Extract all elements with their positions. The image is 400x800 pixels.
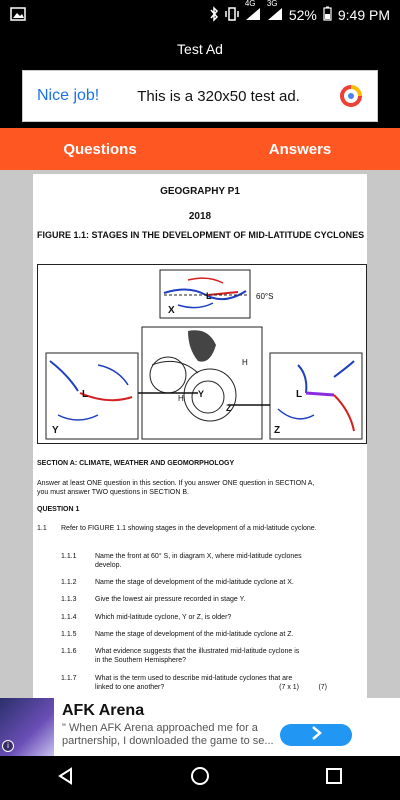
label-x: X <box>168 305 175 316</box>
document-viewer[interactable] <box>0 170 400 698</box>
label-y-centre: Y <box>198 389 205 399</box>
vibrate-icon <box>225 6 239 25</box>
test-ad-label: Test Ad <box>170 40 230 58</box>
ad-description: " When AFK Arena approached me for a partnership, I downloaded the game to se... <box>62 722 274 747</box>
signal-4g-icon: 4G <box>245 7 261 23</box>
ad-nice-text: Nice job! <box>37 87 100 104</box>
question-heading: QUESTION 1 <box>37 506 80 513</box>
label-z-centre: Z <box>226 403 232 413</box>
label-h-centre: H <box>178 394 184 403</box>
subquestion-text: What evidence suggests that the illustrated mid-latitude cyclone is in the Southern Hemisphere? <box>95 648 300 664</box>
subquestion-text: Name the stage of development of the mid-latitude cyclone at Z. <box>95 631 294 638</box>
top-banner-ad[interactable] <box>0 30 400 128</box>
bluetooth-icon <box>209 6 219 25</box>
subquestion-total: (7) <box>318 684 327 691</box>
subquestion-mark: (7 x 1) <box>279 684 299 691</box>
battery-icon <box>323 6 332 24</box>
tab-questions[interactable]: Questions <box>63 140 137 158</box>
ad-title[interactable]: AFK Arena <box>62 702 145 719</box>
ad-text: This is a 320x50 test ad. <box>137 87 300 105</box>
subquestion-number: 1.1.5 <box>61 631 77 638</box>
signal-3g-icon: 3G <box>267 7 283 23</box>
subquestion-text: Give the lowest air pressure recorded in stage Y. <box>95 596 246 603</box>
ad-logo-icon <box>339 84 363 108</box>
subquestion-number: 1.1.1 <box>61 553 77 560</box>
subquestion-number: 1.1.7 <box>61 675 77 682</box>
navigation-bar <box>0 756 400 800</box>
clock: 9:49 PM <box>337 7 390 23</box>
subquestion-text: Which mid-latitude cyclone, Y or Z, is older? <box>95 614 232 621</box>
subquestion-number: 1.1.4 <box>61 614 77 621</box>
home-icon[interactable] <box>190 766 210 791</box>
tab-bar <box>0 128 400 170</box>
subquestion-text: Name the stage of development of the mid-latitude cyclone at X. <box>95 579 294 586</box>
document-title: GEOGRAPHY P1 <box>160 186 240 197</box>
status-bar <box>0 0 400 30</box>
battery-level: 52% <box>288 7 317 23</box>
back-icon[interactable] <box>57 767 75 790</box>
label-h-right: H <box>242 358 248 367</box>
subquestion-number: 1.1.3 <box>61 596 77 603</box>
ad-open-button[interactable] <box>280 724 352 746</box>
section-instructions: Answer at least ONE question in this section. If you answer ONE question in SECTION A, you must answer TWO questions in SECTION B. <box>37 480 315 496</box>
subquestion-text: What is the term used to describe mid-latitude cyclones that are linked to one another? <box>95 675 293 691</box>
document-page <box>33 174 367 698</box>
recents-icon[interactable] <box>325 767 343 790</box>
tab-answers[interactable]: Answers <box>268 140 332 158</box>
label-l-z: L <box>296 389 303 400</box>
bottom-banner-ad[interactable] <box>0 698 400 756</box>
label-lat: 60°S <box>256 292 274 301</box>
figure-title: FIGURE 1.1: STAGES IN THE DEVELOPMENT OF MID-LATITUDE CYCLONES <box>37 230 365 240</box>
ad-info-icon[interactable]: i <box>2 740 14 752</box>
gallery-icon <box>10 7 26 24</box>
cyclone-figure <box>37 264 367 444</box>
ad-banner[interactable] <box>22 70 378 122</box>
label-y: Y <box>52 425 59 436</box>
subquestion-number: 1.1.6 <box>61 648 77 655</box>
label-z: Z <box>274 425 281 436</box>
chevron-right-icon <box>310 726 322 745</box>
question-number: 1.1 <box>37 525 47 532</box>
subquestion-text: Name the front at 60° S, in diagram X, where mid-latitude cyclones develop. <box>95 553 302 569</box>
label-l-top: L <box>206 291 212 301</box>
document-year: 2018 <box>188 211 212 222</box>
label-l-y: L <box>82 389 89 400</box>
section-heading: SECTION A: CLIMATE, WEATHER AND GEOMORPHOLOGY <box>37 460 235 467</box>
question-text: Refer to FIGURE 1.1 showing stages in the development of a mid-latitude cyclone. <box>61 525 317 532</box>
subquestion-number: 1.1.2 <box>61 579 77 586</box>
